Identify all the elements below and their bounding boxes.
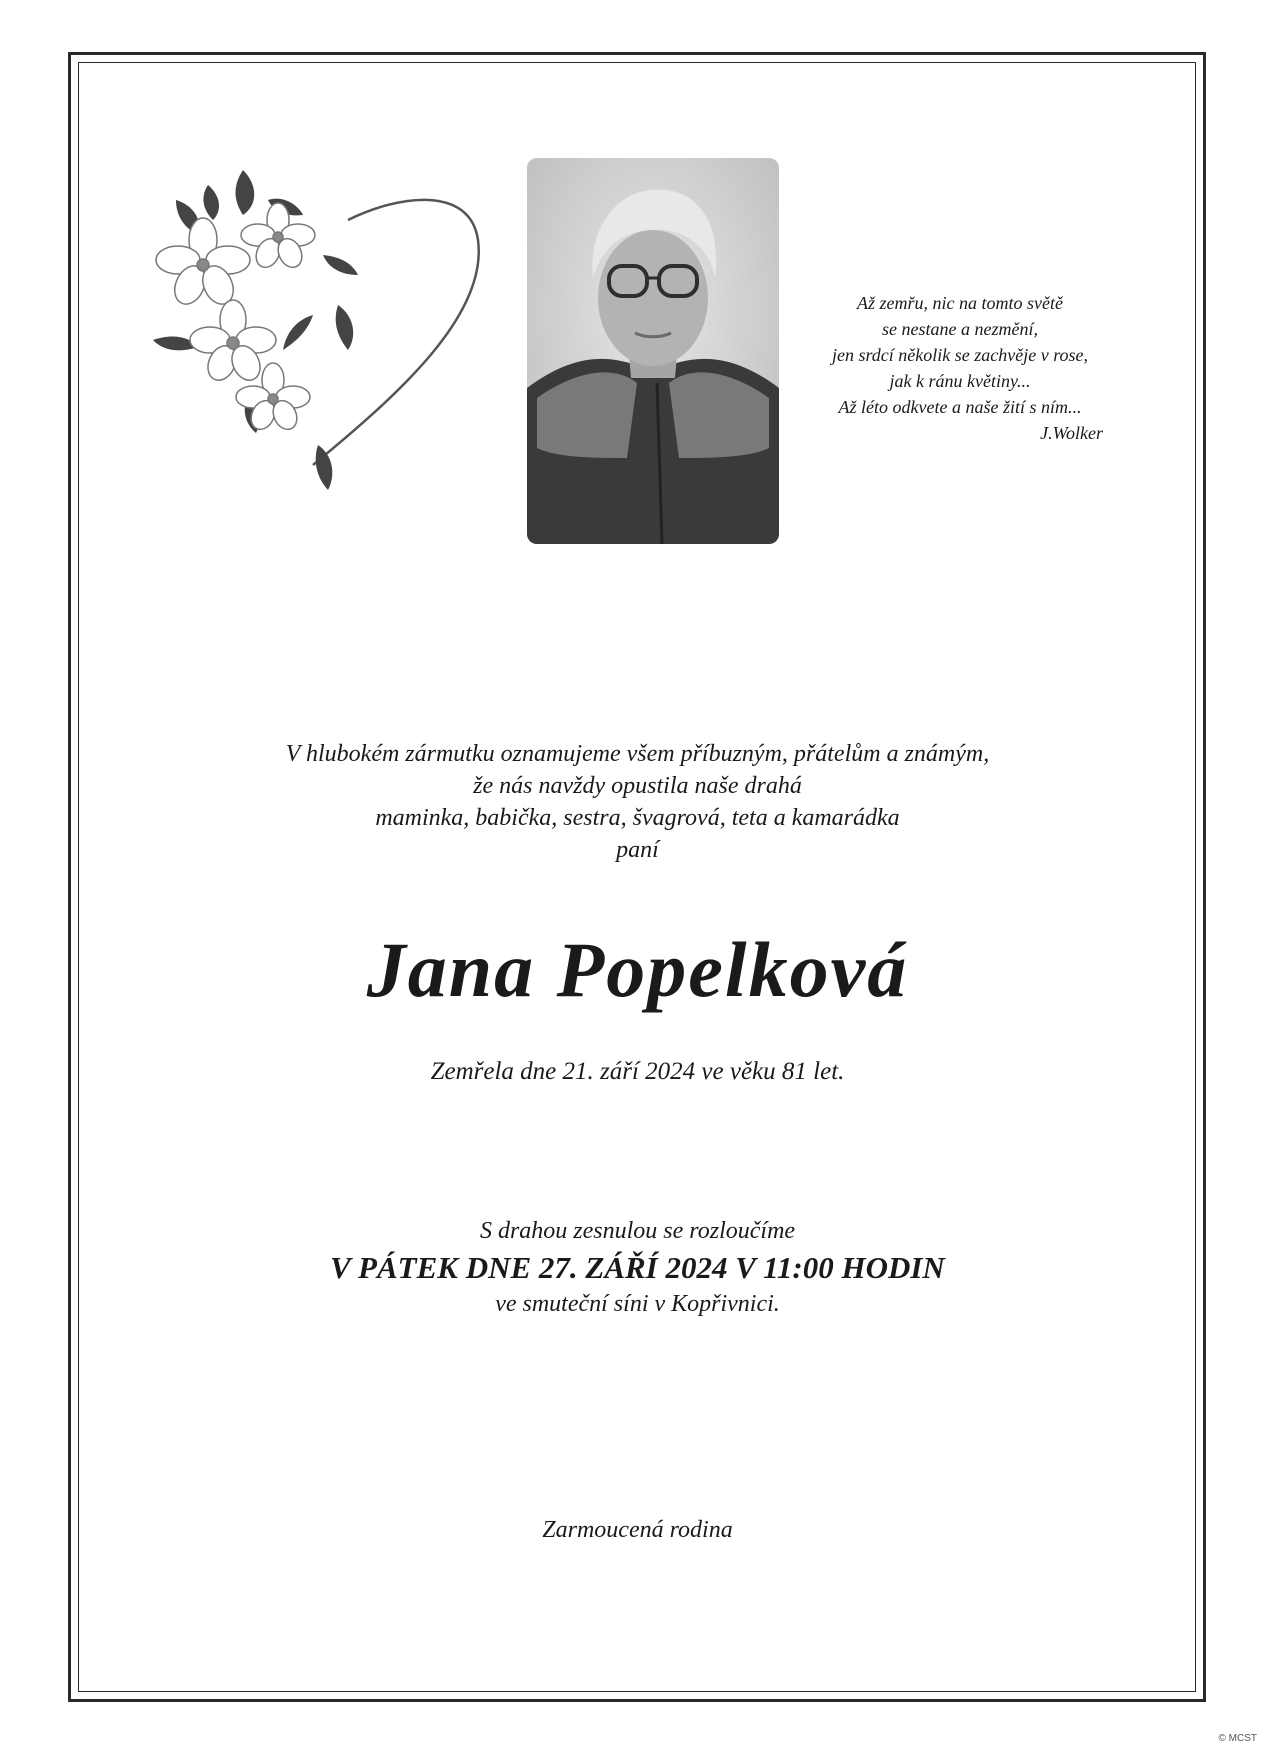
funeral-when: V PÁTEK DNE 27. ZÁŘÍ 2024 V 11:00 HODIN [330, 1250, 945, 1285]
poem-line: jen srdcí několik se zachvěje v rose, [831, 345, 1089, 365]
copyright: © MCST [1218, 1733, 1257, 1744]
heart-flowers-ornament [148, 165, 493, 515]
poem-line: se nestane a nezmění, [882, 319, 1038, 339]
poem-line: Až léto odkvete a naše žití s ním... [838, 397, 1082, 417]
funeral-info [140, 1215, 1135, 1321]
poem-line: jak k ránu květiny... [889, 371, 1031, 391]
announcement-line: že nás navždy opustila naše drahá [473, 773, 802, 799]
announcement-line: V hlubokém zármutku oznamujeme všem příbuzným, přátelům a známým, [285, 741, 990, 767]
funeral-place: ve smuteční síni v Kopřivnici. [495, 1291, 780, 1317]
deceased-name: Jana Popelková [366, 926, 909, 1013]
announcement-line: maminka, babička, sestra, švagrová, teta a kamarádka [375, 805, 900, 831]
poem-author: J.Wolker [1040, 423, 1103, 443]
poem [795, 290, 1125, 446]
signature: Zarmoucená rodina [542, 1517, 733, 1543]
announcement [140, 738, 1135, 866]
announcement-line: paní [616, 837, 659, 863]
death-note: Zemřela dne 21. září 2024 ve věku 81 let. [430, 1058, 845, 1085]
poem-line: Až zemřu, nic na tomto světě [857, 293, 1063, 313]
portrait-photo [527, 158, 779, 544]
funeral-intro: S drahou zesnulou se rozloučíme [479, 1218, 796, 1244]
